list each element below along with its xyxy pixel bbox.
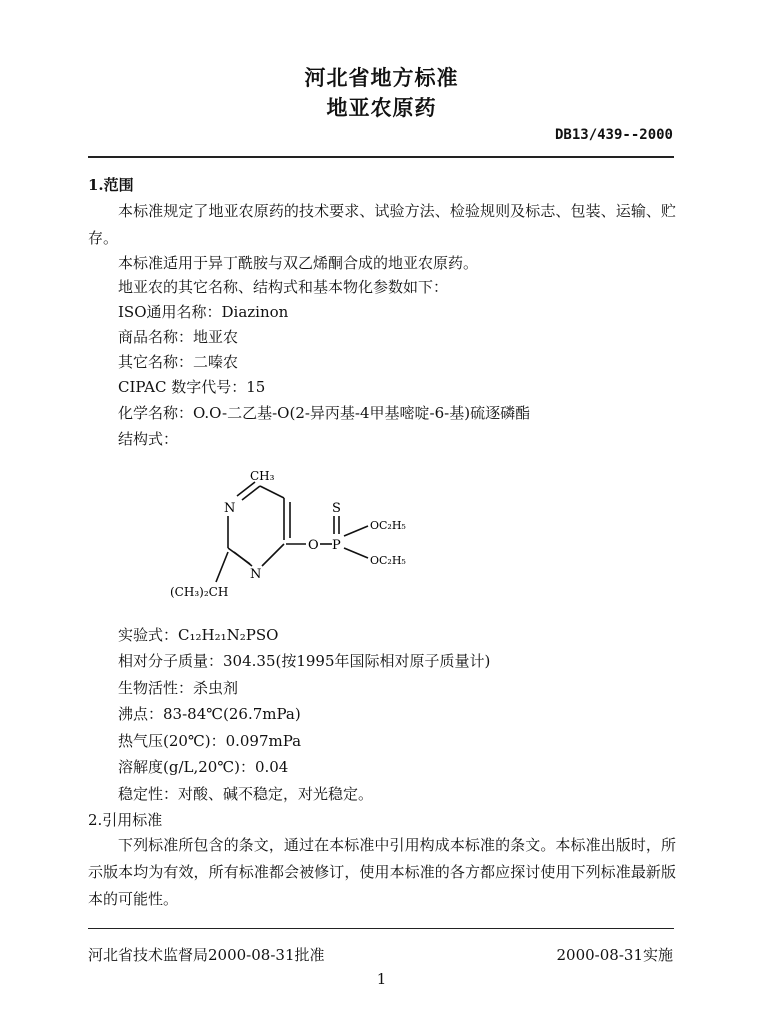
biological-activity: 生物活性：杀虫剂 [118, 679, 239, 697]
ethoxy-top: OC₂H₅ [370, 519, 406, 532]
stability: 稳定性：对酸、碱不稳定，对光稳定。 [118, 785, 374, 803]
vapor-pressure: 热气压(20℃)：0.097mPa [118, 732, 302, 750]
iso-name: ISO通用名称：Diazinon [118, 303, 289, 321]
title-line1: 河北省地方标准 [304, 66, 459, 90]
structure-label: 结构式： [118, 430, 179, 448]
scope-paragraph-1: 本标准规定了地亚农原药的技术要求、试验方法、检验规则及标志、包装、运输、贮存。 [88, 202, 676, 247]
ch3-label: CH₃ [250, 469, 275, 483]
implementation-date: 2000-08-31实施 [556, 946, 673, 964]
trade-name: 商品名称：地亚农 [118, 328, 239, 346]
solubility: 溶解度(g/L,20℃)：0.04 [118, 758, 289, 776]
section2-heading: 2.引用标准 [88, 811, 163, 829]
standard-number: DB13/439--2000 [554, 127, 673, 143]
isopropyl-label: (CH₃)₂CH [170, 585, 229, 599]
scope-paragraph-3: 地亚农的其它名称、结构式和基本物化参数如下： [118, 278, 449, 296]
ring-nitrogen-top: N [224, 501, 236, 516]
sulfur-atom: S [332, 501, 341, 516]
empirical-formula: 实验式：C₁₂H₂₁N₂PSO [118, 626, 279, 644]
boiling-point: 沸点：83-84℃(26.7mPa) [118, 705, 301, 723]
chemical-name: 化学名称：O.O-二乙基-O(2-异丙基-4甲基嘧啶-6-基)硫逐磷酯 [118, 404, 531, 422]
scope-paragraph-2: 本标准适用于异丁酰胺与双乙烯酮合成的地亚农原药。 [118, 254, 479, 272]
section1-heading: 1.范围 [88, 176, 134, 194]
page-number: 1 [376, 970, 387, 988]
footer-divider [88, 928, 674, 929]
phosphorus-atom: P [332, 538, 341, 553]
molecular-mass: 相对分子质量：304.35(按1995年国际相对原子质量计) [118, 652, 491, 670]
structural-formula [160, 460, 440, 610]
cipac-code: CIPAC 数字代号：15 [118, 378, 266, 396]
other-name: 其它名称：二嗪农 [118, 353, 239, 371]
oxygen-link: O [308, 538, 319, 553]
approval-date: 河北省技术监督局2000-08-31批准 [88, 946, 325, 964]
ethoxy-bottom: OC₂H₅ [370, 554, 406, 567]
title-line2: 地亚农原药 [326, 96, 437, 120]
header-divider [88, 156, 674, 158]
reference-paragraph: 下列标准所包含的条文，通过在本标准中引用构成本标准的条文。本标准出版时，所示版本均为有效，所有标准都会被修订，使用本标准的各方都应探讨使用下列标准最新版本的可能性。 [88, 836, 676, 908]
ring-nitrogen-bottom: N [250, 567, 262, 582]
